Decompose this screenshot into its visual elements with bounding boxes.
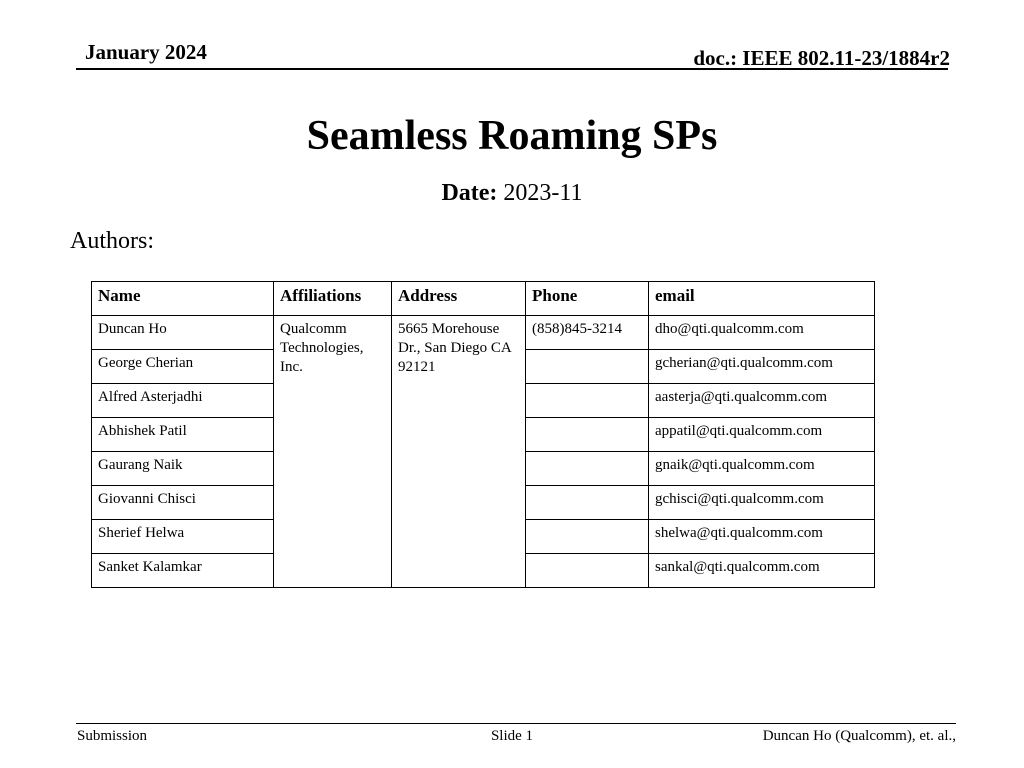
- header-divider: [76, 68, 948, 70]
- author-name: Sanket Kalamkar: [92, 554, 274, 588]
- author-email: gchisci@qti.qualcomm.com: [649, 486, 875, 520]
- author-email: dho@qti.qualcomm.com: [649, 316, 875, 350]
- address-cell: 5665 Morehouse Dr., San Diego CA 92121: [392, 316, 526, 588]
- phone-cell-empty: [526, 384, 649, 418]
- author-name: Sherief Helwa: [92, 520, 274, 554]
- col-header-name: Name: [92, 282, 274, 316]
- slide-title: Seamless Roaming SPs: [306, 113, 718, 159]
- table-header-row: [92, 282, 875, 316]
- date-line: [0, 180, 1024, 207]
- phone-cell: (858)845-3214: [526, 316, 649, 350]
- author-name: Alfred Asterjadhi: [92, 384, 274, 418]
- author-email: appatil@qti.qualcomm.com: [649, 418, 875, 452]
- phone-cell-empty: [526, 554, 649, 588]
- author-email: aasterja@qti.qualcomm.com: [649, 384, 875, 418]
- footer-divider: [76, 723, 956, 724]
- author-email: gcherian@qti.qualcomm.com: [649, 350, 875, 384]
- author-name: Gaurang Naik: [92, 452, 274, 486]
- authors-table: [91, 281, 875, 588]
- affiliation-cell: Qualcomm Technologies, Inc.: [274, 316, 392, 588]
- footer-author: Duncan Ho (Qualcomm), et. al.,: [762, 728, 956, 744]
- author-name: Duncan Ho: [92, 316, 274, 350]
- footer-submission: Submission: [77, 728, 148, 744]
- header-doc-id: doc.: IEEE 802.11-23/1884r2: [693, 46, 950, 70]
- header-date: January 2024: [85, 40, 207, 64]
- authors-label: Authors:: [70, 228, 154, 254]
- col-header-phone: Phone: [526, 282, 649, 316]
- author-name: George Cherian: [92, 350, 274, 384]
- col-header-affiliations: Affiliations: [274, 282, 392, 316]
- author-email: shelwa@qti.qualcomm.com: [649, 520, 875, 554]
- phone-cell-empty: [526, 418, 649, 452]
- date-value: 2023-11: [503, 180, 583, 206]
- author-email: gnaik@qti.qualcomm.com: [649, 452, 875, 486]
- footer-slide-number: Slide 1: [490, 728, 534, 744]
- author-name: Giovanni Chisci: [92, 486, 274, 520]
- author-email: sankal@qti.qualcomm.com: [649, 554, 875, 588]
- phone-cell-empty: [526, 520, 649, 554]
- table-row: [92, 316, 875, 350]
- phone-cell-empty: [526, 350, 649, 384]
- date-label: Date:: [441, 180, 498, 206]
- col-header-address: Address: [392, 282, 526, 316]
- phone-cell-empty: [526, 452, 649, 486]
- phone-cell-empty: [526, 486, 649, 520]
- author-name: Abhishek Patil: [92, 418, 274, 452]
- col-header-email: email: [649, 282, 875, 316]
